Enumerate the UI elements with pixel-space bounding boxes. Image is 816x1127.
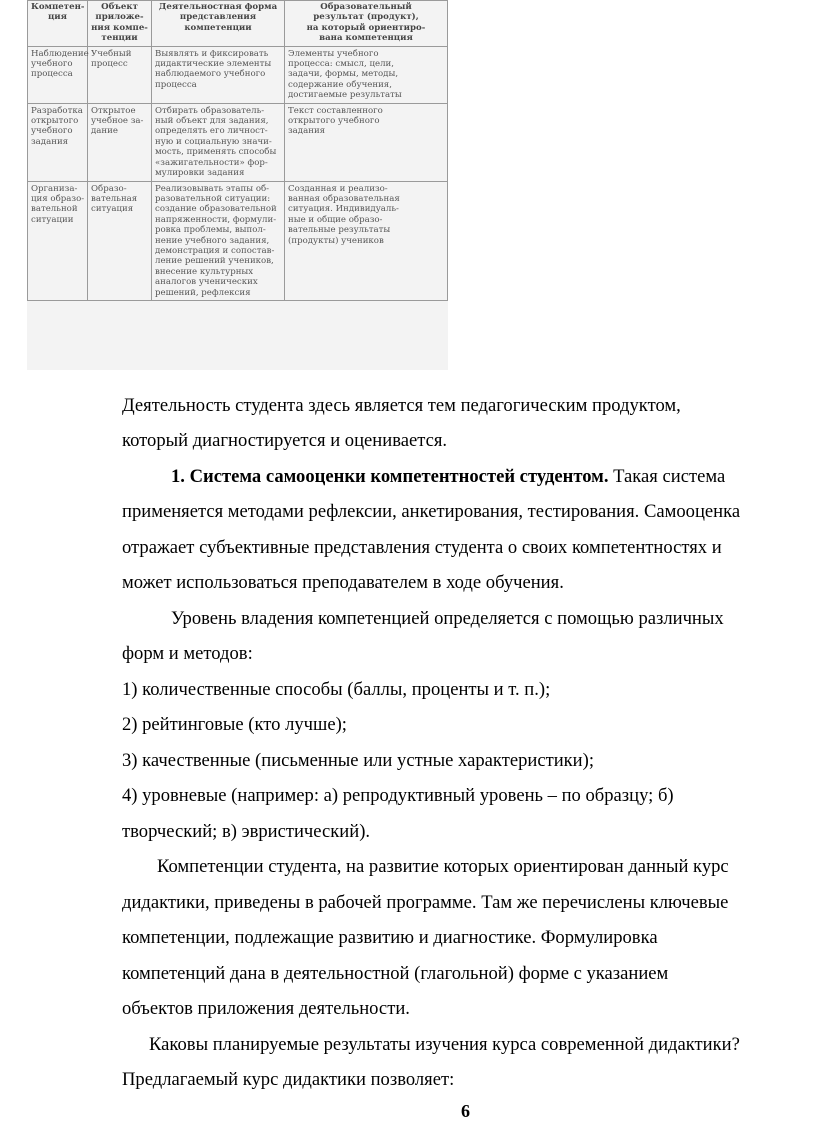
cell-text: Образо- [91, 183, 127, 194]
cell-text: Учебный [91, 48, 132, 59]
cell-text: задания [31, 136, 69, 147]
cell-text: напряженности, формули- [155, 214, 277, 225]
table-cell [152, 46, 285, 103]
cell-text: (продукты) учеников [288, 235, 384, 246]
paragraph-line: применяется методами рефлексии, анкетирования, тестирования. Самооценка [122, 501, 741, 522]
cell-text: вательной [31, 204, 78, 215]
cell-text: Объект [101, 2, 138, 12]
cell-text: разовательной ситуации: [155, 193, 271, 204]
list-item: 1) количественные способы (баллы, проценты и т. п.); [122, 679, 551, 700]
list-item-continuation: творческий; в) эвристический). [122, 821, 371, 842]
paragraph-line: Каковы планируемые результаты изучения курса современной дидактики? [149, 1034, 740, 1055]
table-cell [152, 181, 285, 300]
table-cell [285, 181, 448, 300]
table-cell [28, 46, 88, 103]
cell-text: ный объект для задания, [155, 116, 269, 127]
cell-text: вательная [91, 193, 138, 204]
cell-text: мулировки задания [155, 168, 245, 179]
paragraph-line: отражает субъективные представления студента о своих компетентностях и [122, 537, 722, 558]
paragraph-line: Уровень владения компетенцией определяется с помощью различных [171, 608, 724, 629]
paragraph-line: дидактики, приведены в рабочей программе. Там же перечислены ключевые [122, 892, 729, 913]
cell-text: демонстрация и сопостав- [155, 245, 275, 256]
cell-text: процесса [31, 69, 73, 80]
cell-text: ление решений учеников, [155, 256, 274, 267]
cell-text: ция [47, 12, 68, 23]
cell-text: определять его личност- [155, 126, 268, 137]
scanned-table-image [27, 0, 448, 370]
paragraph-line: может использоваться преподавателем в ходе обучения. [122, 572, 564, 593]
list-item: 3) качественные (письменные или устные характеристики); [122, 750, 594, 771]
cell-text: вательные результаты [288, 225, 391, 236]
cell-text: Выявлять и фиксировать [155, 48, 269, 59]
table-header-cell [152, 1, 285, 47]
table-header-cell [28, 1, 88, 47]
cell-text: Деятельностная форма [158, 2, 278, 12]
cell-text: ровка проблемы, выпол- [155, 225, 266, 236]
cell-text: вана компетенция [319, 33, 413, 44]
table-row [28, 103, 448, 181]
cell-text: «зажигательности» фор- [155, 157, 268, 168]
table-header-row [28, 1, 448, 47]
cell-text: на который ориентиро- [306, 22, 426, 33]
cell-text: учебного [31, 59, 73, 70]
paragraph-line: Предлагаемый курс дидактики позволяет: [122, 1069, 455, 1090]
table-cell [28, 103, 88, 181]
cell-text: задания [288, 126, 326, 137]
cell-text: Созданная и реализо- [288, 183, 388, 194]
cell-text: процесс [91, 59, 128, 70]
cell-text: Отбирать образователь- [155, 105, 265, 116]
cell-text: содержание обучения, [288, 79, 392, 90]
cell-text: мость, применять способы [155, 147, 277, 158]
paragraph-line: объектов приложения деятельности. [122, 998, 410, 1019]
cell-text: наблюдаемого учебного [155, 69, 266, 80]
table-row [28, 46, 448, 103]
cell-text: дание [91, 126, 118, 137]
paragraph-line: форм и методов: [122, 643, 253, 664]
table-cell [285, 46, 448, 103]
cell-text: процесса: смысл, цели, [288, 59, 394, 70]
cell-text: ситуации [31, 214, 74, 225]
cell-text: Организа- [31, 183, 78, 194]
cell-text: тенции [101, 33, 138, 44]
cell-text: Компетен- [31, 2, 85, 12]
cell-text: задачи, формы, методы, [288, 69, 399, 80]
cell-text: учебного [31, 126, 73, 137]
paragraph-text: Такая система [608, 466, 726, 487]
cell-text: результат (продукт), [313, 12, 419, 23]
cell-text: ситуация [91, 204, 134, 215]
table-cell [285, 103, 448, 181]
cell-text: внесение культурных [155, 266, 254, 277]
table-cell [152, 103, 285, 181]
cell-text: Элементы учебного [288, 48, 379, 59]
cell-text: представления [179, 12, 257, 23]
cell-text: ния компе- [91, 22, 148, 33]
cell-text: Разработка [31, 105, 83, 116]
cell-text: создание образовательной [155, 204, 277, 215]
cell-text: учебное за- [91, 116, 144, 127]
competence-table [27, 0, 448, 301]
cell-text: аналогов ученических [155, 277, 258, 288]
paragraph-line: Деятельность студента здесь является тем педагогическим продуктом, [122, 395, 681, 416]
cell-text: Текст составленного [288, 105, 383, 116]
cell-text: Открытое [91, 105, 136, 116]
table-cell [88, 46, 152, 103]
cell-text: решений, рефлексия [155, 287, 251, 298]
paragraph-line: компетенций дана в деятельностной (глагольной) форме с указанием [122, 963, 669, 984]
cell-text: нение учебного задания, [155, 235, 270, 246]
cell-text: ситуация. Индивидуаль- [288, 204, 399, 215]
page-number: 6 [461, 1101, 470, 1121]
table-cell [88, 181, 152, 300]
paragraph-line: компетенции, подлежащие развитию и диагностике. Формулировка [122, 927, 658, 948]
cell-text: процесса [155, 79, 197, 90]
cell-text: открытого учебного [288, 116, 380, 127]
table-header-cell [88, 1, 152, 47]
cell-text: ные и общие образо- [288, 214, 383, 225]
cell-text: ванная образовательная [288, 193, 400, 204]
cell-text: ция образо- [31, 193, 85, 204]
cell-text: приложе- [95, 12, 144, 23]
section-heading-line [171, 465, 725, 489]
paragraph-line: Компетенции студента, на развитие которых ориентирован данный курс [157, 856, 729, 877]
table-header-cell [285, 1, 448, 47]
cell-text: Образовательный [320, 2, 412, 12]
table-row [28, 181, 448, 300]
cell-text: дидактические элементы [155, 59, 272, 70]
table-cell [28, 181, 88, 300]
section-heading: 1. Система самооценки компетентностей студентом. [171, 466, 609, 487]
cell-text: достигаемые результаты [288, 90, 402, 101]
paragraph-line: который диагностируется и оценивается. [122, 430, 448, 451]
list-item: 4) уровневые (например: а) репродуктивный уровень – по образцу; б) [122, 785, 674, 806]
cell-text: открытого [31, 116, 79, 127]
cell-text: Реализовывать этапы об- [155, 183, 270, 194]
list-item: 2) рейтинговые (кто лучше); [122, 714, 347, 735]
cell-text: ную и социальную значи- [155, 136, 272, 147]
cell-text: компетенции [184, 22, 252, 33]
table-cell [88, 103, 152, 181]
cell-text: Наблюдение [31, 48, 89, 59]
